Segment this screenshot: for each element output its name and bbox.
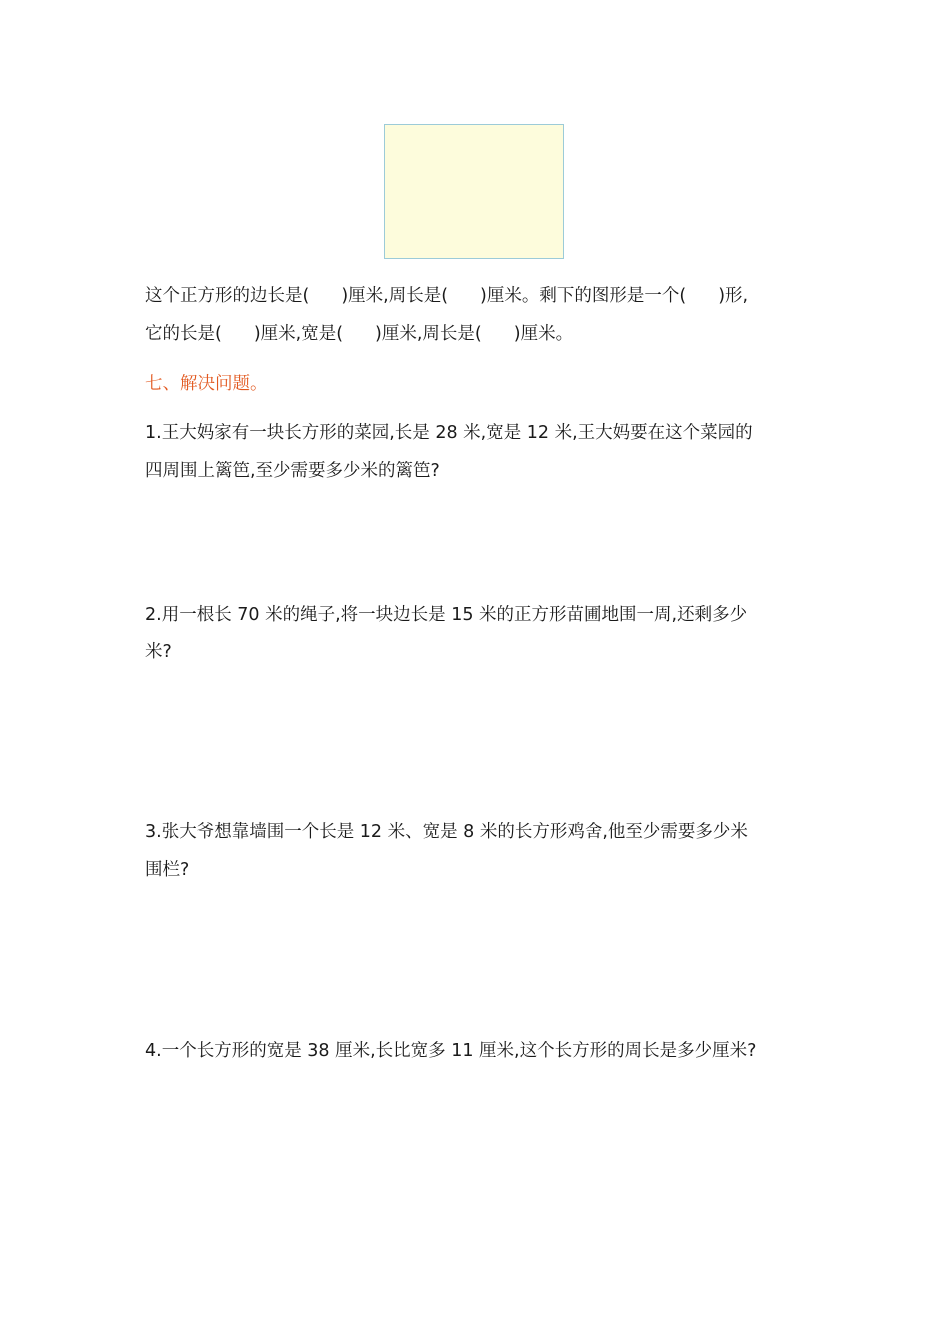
rectangle-figure: [384, 124, 564, 259]
fill-in-text: )厘米,周长是(: [375, 324, 482, 344]
fill-in-line-2: [145, 322, 573, 346]
problem-1-line-1: 1.王大妈家有一块长方形的菜园,长是 28 米,宽是 12 米,王大妈要在这个菜园的: [145, 423, 753, 443]
fill-in-text: )厘米。: [513, 324, 574, 344]
problem-4-line-1: 4.一个长方形的宽是 38 厘米,长比宽多 11 厘米,这个长方形的周长是多少厘米?: [145, 1041, 757, 1061]
fill-in-text: )厘米。剩下的图形是一个(: [480, 286, 687, 306]
fill-in-line-1: [145, 284, 748, 308]
problem-2-line-2: 米?: [145, 642, 172, 662]
fill-in-text: )形,: [718, 286, 749, 306]
problem-2-line-1: 2.用一根长 70 米的绳子,将一块边长是 15 米的正方形苗圃地围一周,还剩多少: [145, 605, 748, 625]
problem-3-line-1: 3.张大爷想靠墙围一个长是 12 米、宽是 8 米的长方形鸡舍,他至少需要多少米: [145, 822, 748, 842]
section-title: 七、解决问题。: [145, 374, 268, 394]
fill-in-text: 这个正方形的边长是(: [145, 286, 310, 306]
problem-1-line-2: 四周围上篱笆,至少需要多少米的篱笆?: [145, 461, 440, 481]
fill-in-text: )厘米,宽是(: [253, 324, 344, 344]
fill-in-text: )厘米,周长是(: [341, 286, 449, 306]
fill-in-text: 它的长是(: [145, 324, 222, 344]
problem-3-line-2: 围栏?: [145, 860, 190, 880]
